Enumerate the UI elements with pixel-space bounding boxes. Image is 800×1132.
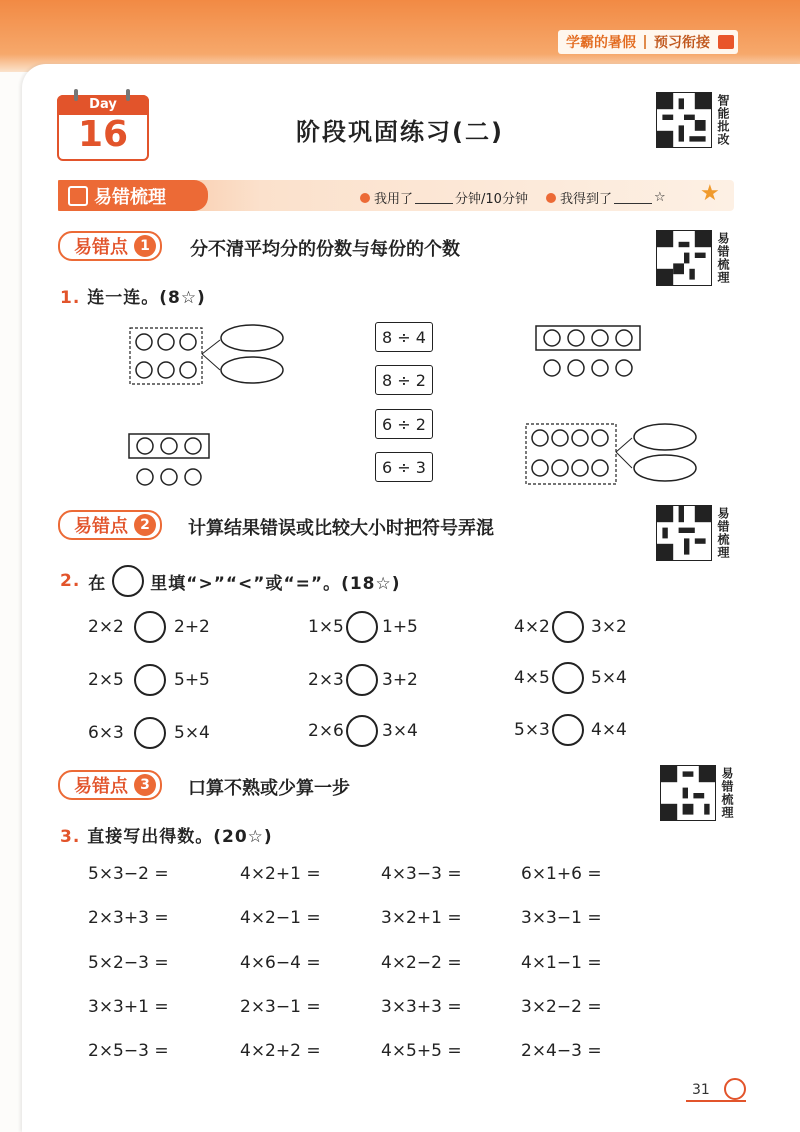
question-prefix: 在 xyxy=(88,573,107,594)
question-number: 3. xyxy=(60,827,81,847)
day-label: Day xyxy=(57,95,149,115)
error-point-number: 3 xyxy=(134,774,156,796)
compare-circle[interactable] xyxy=(552,611,584,643)
compare-circle[interactable] xyxy=(134,664,166,696)
compare-left: 4×2 xyxy=(514,617,550,637)
compare-left: 4×5 xyxy=(514,668,550,688)
calc-item: 3×2+1 = xyxy=(381,908,462,928)
compare-circle[interactable] xyxy=(134,611,166,643)
division-card[interactable]: 6 ÷ 2 xyxy=(375,409,433,439)
compare-circle[interactable] xyxy=(346,664,378,696)
calc-item: 3×3−1 = xyxy=(521,908,602,928)
calendar-ring-icon xyxy=(74,89,78,101)
section-meta xyxy=(360,188,666,207)
time-blank[interactable] xyxy=(415,191,453,204)
calc-item: 4×2−2 = xyxy=(381,953,462,973)
compare-circle[interactable] xyxy=(346,715,378,747)
qr-code-icon[interactable] xyxy=(656,92,712,148)
list-icon xyxy=(68,186,88,206)
book-icon xyxy=(718,35,734,49)
calc-item: 4×3−3 = xyxy=(381,864,462,884)
dots-group-c xyxy=(530,322,650,382)
question-text: 直接写出得数。(20☆) xyxy=(87,827,273,847)
calendar-ring-icon xyxy=(126,89,130,101)
compare-right: 5×4 xyxy=(591,668,627,688)
question-text: 里填“>”“<”或“=”。(18☆) xyxy=(150,573,401,594)
error-point-text: 口算不熟或少算一步 xyxy=(188,778,350,799)
calc-item: 2×4−3 = xyxy=(521,1041,602,1061)
division-card[interactable]: 8 ÷ 4 xyxy=(375,322,433,352)
calc-item: 3×3+1 = xyxy=(88,997,169,1017)
swirl-icon xyxy=(724,1078,746,1100)
qr-code-icon[interactable] xyxy=(660,765,716,821)
error-point-text: 分不清平均分的份数与每份的个数 xyxy=(190,239,460,260)
calc-item: 2×3−1 = xyxy=(240,997,321,1017)
dots-group-a xyxy=(120,318,300,390)
question-number: 2. xyxy=(60,571,81,591)
error-point-number: 1 xyxy=(134,235,156,257)
calc-item: 4×2−1 = xyxy=(240,908,321,928)
compare-right: 1+5 xyxy=(382,617,418,637)
calc-item: 4×1−1 = xyxy=(521,953,602,973)
calc-item: 4×2+1 = xyxy=(240,864,321,884)
dots-group-d xyxy=(520,418,710,490)
page-number: 31 xyxy=(692,1082,710,1098)
compare-left: 6×3 xyxy=(88,723,124,743)
compare-right: 3×4 xyxy=(382,721,418,741)
division-card[interactable]: 6 ÷ 3 xyxy=(375,452,433,482)
error-point-badge xyxy=(58,770,162,800)
compare-left: 2×5 xyxy=(88,670,124,690)
compare-left: 2×3 xyxy=(308,670,344,690)
division-card[interactable]: 8 ÷ 2 xyxy=(375,365,433,395)
calc-item: 4×5+5 = xyxy=(381,1041,462,1061)
qr-label-top: 智能批改 xyxy=(716,94,730,146)
compare-left: 2×6 xyxy=(308,721,344,741)
qr-code-icon[interactable] xyxy=(656,505,712,561)
header-tag-right: 预习衔接 xyxy=(654,35,710,51)
question-2 xyxy=(60,565,401,597)
calc-item: 3×3+3 = xyxy=(381,997,462,1017)
dots-group-b xyxy=(125,430,225,492)
compare-left: 1×5 xyxy=(308,617,344,637)
error-point-badge xyxy=(58,510,162,540)
calc-item: 2×5−3 = xyxy=(88,1041,169,1061)
calc-item: 4×2+2 = xyxy=(240,1041,321,1061)
compare-circle[interactable] xyxy=(552,714,584,746)
compare-right: 3+2 xyxy=(382,670,418,690)
clock-icon xyxy=(360,193,370,203)
calc-item: 5×3−2 = xyxy=(88,864,169,884)
compare-circle[interactable] xyxy=(134,717,166,749)
calc-item: 5×2−3 = xyxy=(88,953,169,973)
qr-label-point2: 易错梳理 xyxy=(716,507,730,559)
error-point-number: 2 xyxy=(134,514,156,536)
compare-left: 5×3 xyxy=(514,720,550,740)
compare-circle[interactable] xyxy=(552,662,584,694)
day-number: 16 xyxy=(77,114,129,155)
check-icon xyxy=(546,193,556,203)
time-prefix: 我用了 xyxy=(374,192,414,207)
compare-circle[interactable] xyxy=(346,611,378,643)
section-title-text: 易错梳理 xyxy=(94,186,166,208)
error-point-label: 易错点 xyxy=(74,237,128,258)
calc-item: 3×2−2 = xyxy=(521,997,602,1017)
compare-right: 5×4 xyxy=(174,723,210,743)
score-prefix: 我得到了 xyxy=(559,192,612,207)
time-unit: 分钟/10分钟 xyxy=(455,192,528,207)
header-tag xyxy=(558,30,738,54)
error-point-badge xyxy=(58,231,162,261)
question-1 xyxy=(60,283,206,308)
compare-left: 2×2 xyxy=(88,617,124,637)
question-number: 1. xyxy=(60,288,81,308)
page-title: 阶段巩固练习(二) xyxy=(296,118,504,146)
calc-item: 2×3+3 = xyxy=(88,908,169,928)
qr-label-point3: 易错梳理 xyxy=(720,767,734,819)
page-underline xyxy=(686,1100,746,1102)
header-tag-left: 学霸的暑假 xyxy=(566,35,636,51)
calc-item: 6×1+6 = xyxy=(521,864,602,884)
score-suffix: ☆ xyxy=(653,190,666,205)
star-icon: ★ xyxy=(700,181,720,206)
qr-code-icon[interactable] xyxy=(656,230,712,286)
compare-right: 2+2 xyxy=(174,617,210,637)
compare-right: 5+5 xyxy=(174,670,210,690)
compare-right: 3×2 xyxy=(591,617,627,637)
error-point-label: 易错点 xyxy=(74,516,128,537)
compare-right: 4×4 xyxy=(591,720,627,740)
error-point-text: 计算结果错误或比较大小时把符号弄混 xyxy=(188,518,494,539)
calc-item: 4×6−4 = xyxy=(240,953,321,973)
question-3 xyxy=(60,822,273,847)
section-title xyxy=(58,180,208,211)
answer-circle xyxy=(112,565,144,597)
error-point-label: 易错点 xyxy=(74,776,128,797)
question-text: 连一连。(8☆) xyxy=(87,288,206,308)
qr-label-point1: 易错梳理 xyxy=(716,232,730,284)
score-blank[interactable] xyxy=(614,191,652,204)
